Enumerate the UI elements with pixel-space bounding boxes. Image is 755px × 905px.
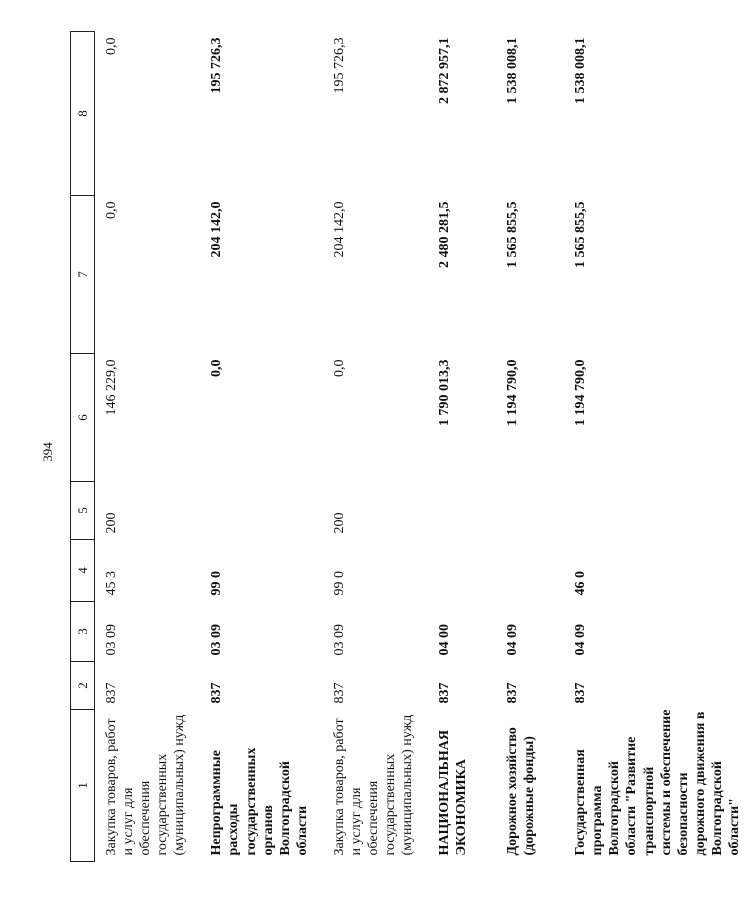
cell-value-col7: 2 480 281,5 [437, 201, 453, 268]
table-row [564, 32, 755, 862]
column-header: 5 [71, 482, 95, 540]
cell-expense-type [564, 482, 755, 540]
table-row [200, 32, 322, 862]
cell-value-col8: 2 872 957,1 [437, 37, 453, 104]
cell-department: 837 [104, 682, 119, 704]
cell-value-col6: 0,0 [209, 359, 225, 377]
column-header: 3 [71, 602, 95, 662]
row-name: Закупка товаров, работ и услуг для обеспечения государственных (муниципальных) нужд [331, 714, 416, 856]
cell-section: 03 09 [331, 624, 347, 656]
cell-value-col6: 1 790 013,3 [437, 359, 453, 426]
cell-value-col7: 1 565 855,5 [573, 201, 589, 268]
cell-value-col8: 1 538 008,1 [505, 37, 521, 104]
cell-section: 03 09 [104, 624, 119, 656]
cell-value-col8: 195 726,3 [331, 37, 347, 94]
cell-section: 04 09 [573, 624, 589, 656]
cell-department: 837 [437, 682, 453, 704]
table-row [496, 32, 564, 862]
budget-table [70, 31, 755, 862]
cell-section: 03 09 [209, 624, 225, 656]
column-header: 2 [71, 662, 95, 710]
row-name: НАЦИОНАЛЬНАЯ ЭКОНОМИКА [437, 730, 470, 856]
cell-department: 837 [331, 682, 347, 704]
cell-section: 04 00 [437, 624, 453, 656]
cell-department: 837 [573, 682, 589, 704]
table-row [428, 32, 496, 862]
row-name: Непрограммные расходы государственных органов Волгоградской области [209, 747, 310, 856]
column-header: 1 [71, 710, 95, 862]
row-name: Дорожное хозяйство (дорожные фонды) [505, 727, 538, 856]
table-header-row [71, 32, 95, 862]
rotated-page-content [70, 32, 742, 862]
cell-value-col8: 1 538 008,1 [573, 37, 589, 104]
cell-value-col6: 1 194 790,0 [505, 359, 521, 426]
table-row [95, 32, 201, 862]
page-number: 394 [40, 442, 55, 462]
column-header: 8 [71, 32, 95, 196]
cell-target: 45 3 [104, 571, 119, 596]
column-header: 4 [71, 540, 95, 602]
cell-value-col6: 0,0 [331, 359, 347, 377]
row-name: Закупка товаров, работ и услуг для обеспечения государственных (муниципальных) нужд [95, 710, 201, 862]
cell-value-col6: 146 229,0 [104, 359, 119, 416]
cell-target: 99 0 [209, 571, 225, 596]
column-header: 7 [71, 196, 95, 354]
cell-department: 837 [209, 682, 225, 704]
cell-section: 04 09 [505, 624, 521, 656]
cell-expense-type: 200 [104, 512, 119, 534]
cell-expense-type: 200 [331, 512, 347, 534]
cell-expense-type [200, 482, 322, 540]
cell-value-col6: 1 194 790,0 [573, 359, 589, 426]
cell-target [428, 540, 496, 602]
cell-value-col7: 1 565 855,5 [505, 201, 521, 268]
cell-value-col8: 0,0 [104, 37, 119, 55]
cell-value-col7: 204 142,0 [331, 201, 347, 258]
cell-expense-type [428, 482, 496, 540]
cell-target: 99 0 [331, 571, 347, 596]
cell-expense-type [496, 482, 564, 540]
column-header: 6 [71, 354, 95, 482]
table-row [323, 32, 428, 862]
cell-value-col8: 195 726,3 [209, 37, 225, 94]
row-name: Государственная программа Волгоградской области "Развитие транспортной системы и обеспечение безопасности дорожного движения в Волгоградской области" [573, 709, 742, 856]
cell-target: 46 0 [573, 571, 589, 596]
cell-value-col7: 204 142,0 [209, 201, 225, 258]
cell-value-col7: 0,0 [104, 201, 119, 219]
cell-target [496, 540, 564, 602]
cell-department: 837 [505, 682, 521, 704]
